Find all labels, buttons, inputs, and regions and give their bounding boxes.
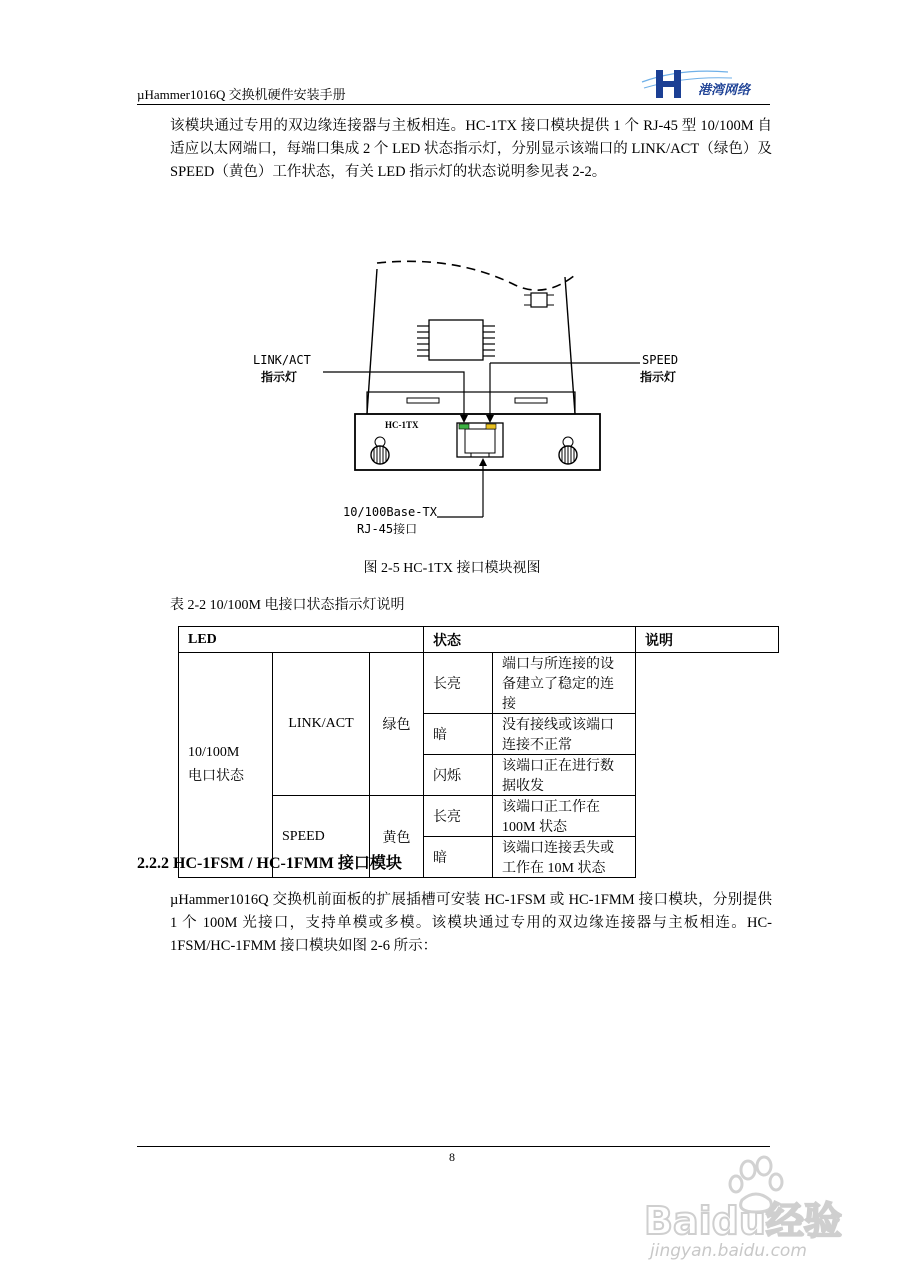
desc-cell: 没有接线或该端口连接不正常 <box>493 714 636 755</box>
led-status-table <box>178 626 779 878</box>
desc-cell: 该端口正工作在 100M 状态 <box>493 796 636 837</box>
table-title: 表 2-2 10/100M 电接口状态指示灯说明 <box>170 598 405 613</box>
led-name-cell: LINK/ACT <box>273 653 370 796</box>
state-cell: 暗 <box>424 837 493 878</box>
footer-divider <box>137 1146 770 1147</box>
watermark-url: jingyan.baidu.com <box>650 1241 807 1260</box>
speed-led <box>486 424 496 429</box>
led-color-cell: 绿色 <box>370 653 424 796</box>
state-cell: 长亮 <box>424 653 493 714</box>
baidu-watermark <box>636 1150 866 1260</box>
section-heading: 2.2.2 HC-1FSM / HC-1FMM 接口模块 <box>137 855 402 872</box>
module-label: HC-1TX <box>385 420 419 430</box>
state-cell: 暗 <box>424 714 493 755</box>
table-row <box>179 653 779 714</box>
desc-cell: 该端口连接丢失或工作在 10M 状态 <box>493 837 636 878</box>
hc-1tx-module-diagram <box>245 255 685 545</box>
header-title: µHammer1016Q 交换机硬件安装手册 <box>137 87 346 102</box>
desc-cell: 端口与所连接的设备建立了稳定的连接 <box>493 653 636 714</box>
intro-paragraph: 该模块通过专用的双边缘连接器与主板相连。HC-1TX 接口模块提供 1 个 RJ-45 型 10/100M 自适应以太网端口，每端口集成 2 个 LED 状态指示灯，分别显示该端口的 LINK/ACT（绿色）及 SPEED（黄色）工作状态，有关 LED 指示灯的状态说明参见表 2-2。 <box>170 118 772 180</box>
section-paragraph: µHammer1016Q 交换机前面板的扩展插槽可安装 HC-1FSM 或 HC-1FMM 接口模块，分别提供 1 个 100M 光接口，支持单模或多模。该模块通过专用的双边缘连接器与主板相连。HC-1FSM/HC-1FMM 接口模块如图 2-6 所示： <box>170 892 772 954</box>
header-divider <box>137 104 770 105</box>
figure-caption: 图 2-5 HC-1TX 接口模块视图 <box>363 561 541 576</box>
speed-label: SPEED <box>642 353 679 367</box>
state-cell: 长亮 <box>424 796 493 837</box>
link-act-label: LINK/ACT <box>253 353 311 367</box>
watermark-brand: Baidu经验 <box>644 1199 842 1243</box>
header-desc: 说明 <box>636 627 779 653</box>
group-cell: 10/100M 电口状态 <box>179 653 273 878</box>
logo-text: 港湾网络 <box>698 83 751 98</box>
header-state: 状态 <box>424 627 636 653</box>
speed-label-sub: 指示灯 <box>640 370 677 384</box>
header-led: LED <box>179 627 424 653</box>
page-number: 8 <box>449 1150 455 1164</box>
link-act-led <box>459 424 469 429</box>
table-header-row <box>179 627 779 653</box>
company-logo <box>640 66 770 100</box>
led-name-cell: SPEED <box>273 796 370 878</box>
port-label-sub: RJ-45接口 <box>357 522 418 536</box>
state-cell: 闪烁 <box>424 755 493 796</box>
port-label: 10/100Base-TX <box>343 505 437 519</box>
link-act-label-sub: 指示灯 <box>261 370 298 384</box>
led-color-cell: 黄色 <box>370 796 424 878</box>
desc-cell: 该端口正在进行数据收发 <box>493 755 636 796</box>
